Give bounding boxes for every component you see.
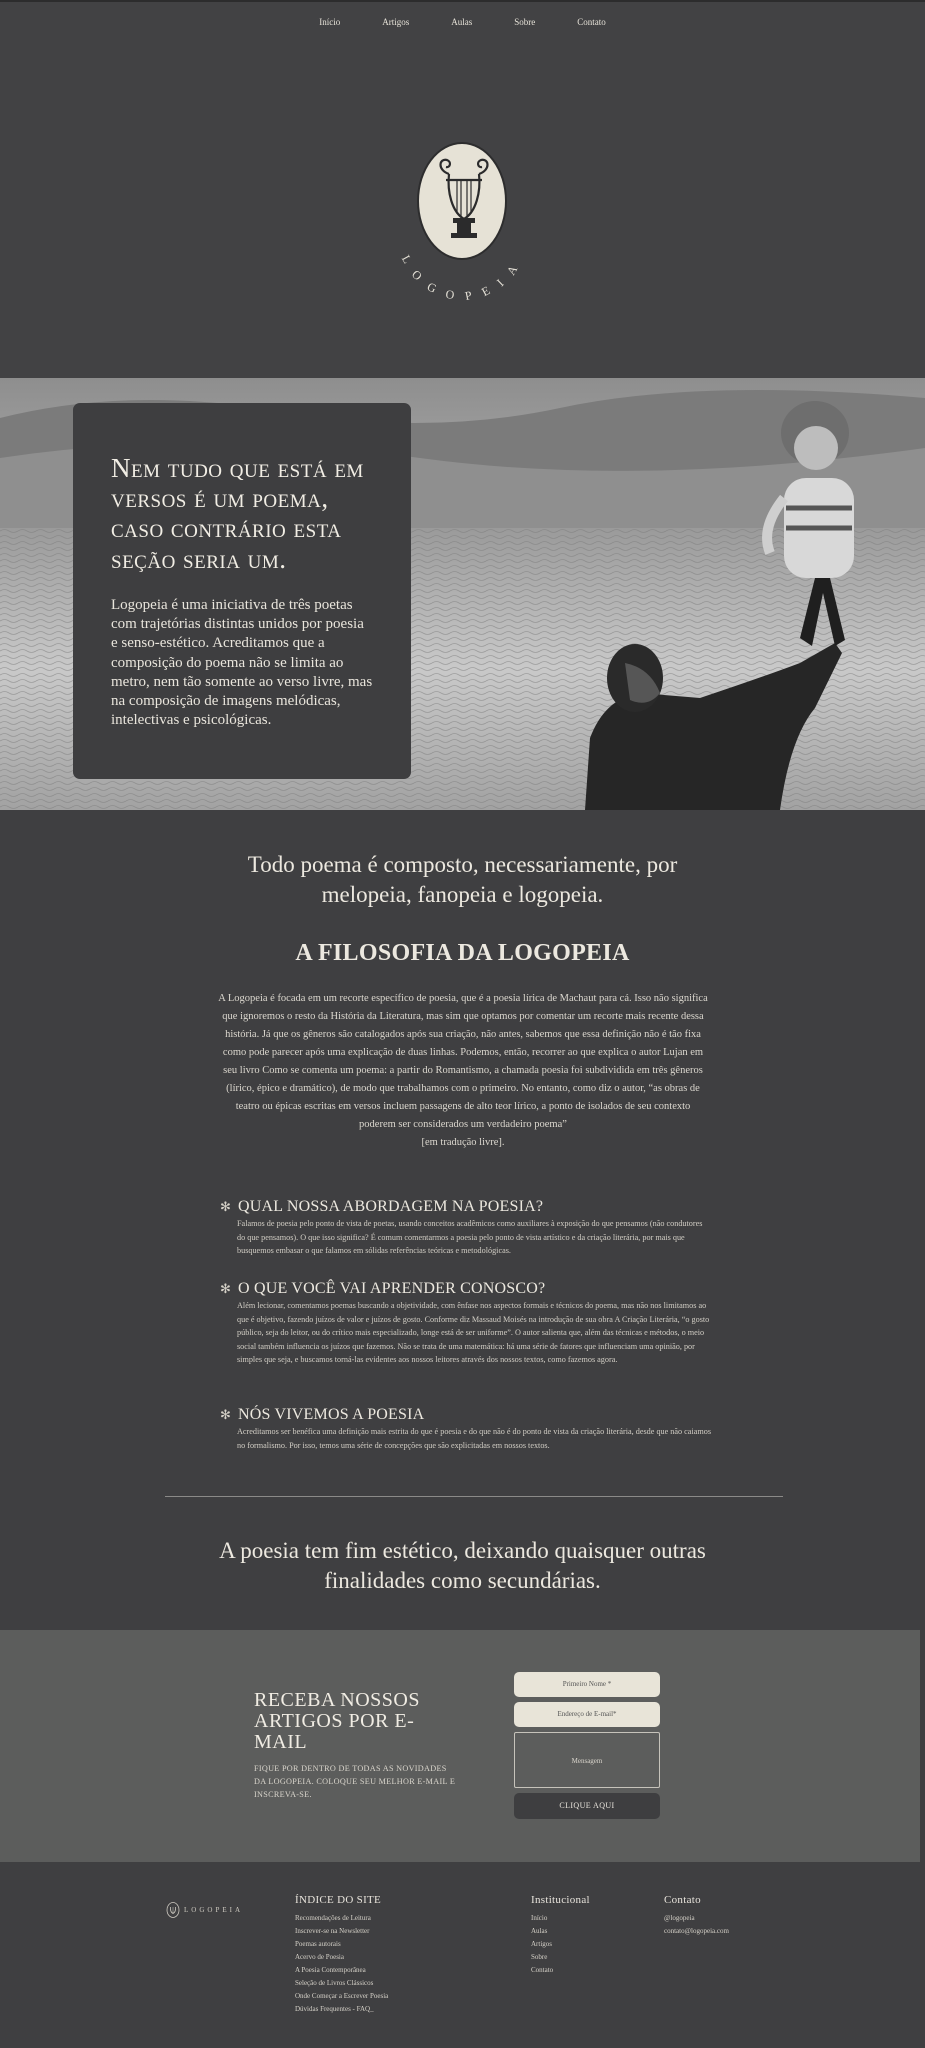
footer-link[interactable]: Inscrever-se na Newsletter xyxy=(295,1926,370,1935)
site-footer xyxy=(0,1862,925,2048)
section-title: A FILOSOFIA DA LOGOPEIA xyxy=(295,940,630,966)
faq-question: QUAL NOSSA ABORDAGEM NA POESIA? xyxy=(238,1198,544,1215)
footer-link[interactable]: Artigos xyxy=(531,1939,552,1948)
faq-answer: Além lecionar, comentamos poemas buscando a objetividade, com ênfase nos aspectos formais e técnicos do poema, mas não nos limitamos ao que é objetivo, fazendo juízos de valor e juízos de gosto. Conforme diz Massaud Moisés na introdução de sua obra A Criação Literária, “o gosto público, seja do leitor, ou do crítico mais especializado, longe está de ser uniforme”. O autor salienta que, além das técnicas e métodos, o meio social também influencia os juízos que fazemos. Não se trata de uma matemática: há uma série de fatores que influenciam uma opinião, por simples que seja, e buscamos torná-las evidentes aos nossos leitores através dos nossos textos, como fazemos agora. xyxy=(237,1301,710,1365)
footer-link[interactable]: @logopeia xyxy=(664,1914,695,1922)
faq-question: NÓS VIVEMOS A POESIA xyxy=(238,1406,425,1423)
nav-item-inicio[interactable]: Início xyxy=(319,17,341,27)
subscribe-button[interactable]: CLIQUE AQUI xyxy=(514,1793,660,1819)
footer-institutional-column xyxy=(531,1894,590,1977)
footer-link[interactable]: Dúvidas Frequentes - FAQ_ xyxy=(295,2004,374,2013)
nav-item-artigos[interactable]: Artigos xyxy=(382,17,410,27)
nav-item-aulas[interactable]: Aulas xyxy=(451,17,473,27)
site-logo[interactable] xyxy=(390,140,535,300)
newsletter-title: RECEBA NOSSOS ARTIGOS POR E-MAIL xyxy=(254,1689,420,1753)
message-field[interactable]: Mensagem xyxy=(514,1732,660,1788)
faq-answer: Falamos de poesia pelo ponto de vista de poetas, usando conceitos acadêmicos como auxiliares à exposição do que pensamos (não condutores do que pensamos). O que isso significa? É comum comentarmos a poesia pelo ponto de vista artístico e da criação literária, por mais que busquemos embasar o que falamos em sólidas referências teóricas e metodológicas. xyxy=(237,1219,703,1256)
philosophy-body: A Logopeia é focada em um recorte específico de poesia, que é a poesia lírica de Machaut para cá. Isso não significa que ignoremos o resto da História da Literatura, mas sim que optamos por comentar um recorte mais recente dessa história. Já que os gêneros são catalogados após sua criação, não antes, sabemos que essa definição não é tão fixa como pode parecer após uma explicação de duas linhas. Podemos, então, recorrer ao que explica o autor Lujan em seu livro Como se comenta um poema: a partir do Romantismo, a chamada poesia foi subdividida em três gêneros (lírico, épico e dramático), de modo que trabalhamos com o primeiro. No entanto, como diz o autor, “as obras de teatro ou épicas escritas em versos incluem passagens de alto teor lírico, a ponto de isolados de seu contexto poderem ser considerados um verdadeiro poema” xyxy=(218,993,708,1131)
footer-link[interactable]: Seleção de Livros Clássicos xyxy=(295,1978,374,1987)
newsletter-subtitle: FIQUE POR DENTRO DE TODAS AS NOVIDADES DA LOGOPEIA. COLOQUE SEU MELHOR E-MAIL E INSCREVA-SE. xyxy=(254,1764,456,1800)
footer-contact-title: Contato xyxy=(664,1894,701,1906)
footer-logo[interactable] xyxy=(166,1902,243,1918)
footer-link[interactable]: Onde Começar a Escrever Poesia xyxy=(295,1991,389,2000)
footer-index-column xyxy=(295,1894,388,2016)
footer-link[interactable]: contato@logopeia.com xyxy=(664,1926,729,1935)
footer-index-title: ÍNDICE DO SITE xyxy=(295,1894,382,1906)
lyre-icon xyxy=(166,1902,180,1918)
asterisk-icon: ✻ xyxy=(220,1407,231,1423)
footer-link[interactable]: Recomendações de Leitura xyxy=(295,1914,371,1922)
footer-institutional-title: Institucional xyxy=(531,1894,590,1906)
footer-contact-column xyxy=(664,1894,729,1938)
philosophy-note: [em tradução livre]. xyxy=(421,1137,505,1149)
philosophy-text xyxy=(218,990,708,1152)
footer-link[interactable]: Início xyxy=(531,1914,548,1922)
email-field[interactable]: Endereço de E-mail* xyxy=(514,1702,660,1727)
asterisk-icon: ✻ xyxy=(220,1199,231,1215)
footer-link[interactable]: A Poesia Contemporânea xyxy=(295,1965,366,1974)
faq-item xyxy=(220,1198,712,1258)
nav-item-sobre[interactable]: Sobre xyxy=(514,17,536,27)
asterisk-icon: ✻ xyxy=(220,1281,231,1297)
logo-wordmark xyxy=(390,140,535,300)
footer-link[interactable]: Aulas xyxy=(531,1926,548,1935)
faq-answer: Acreditamos ser benéfica uma definição mais estrita do que é poesia e do que não é do ponto de vista da criação literária, desde que não caiamos no formalismo. Por isso, temos uma série de concepções que são explicitadas em nossos textos. xyxy=(237,1427,712,1450)
footer-link[interactable]: Sobre xyxy=(531,1952,548,1961)
tagline-top xyxy=(0,850,925,910)
section-divider xyxy=(165,1496,783,1497)
footer-link[interactable]: Poemas autorais xyxy=(295,1939,341,1948)
footer-link[interactable]: Contato xyxy=(531,1965,554,1974)
nav-item-contato[interactable]: Contato xyxy=(577,17,606,27)
tagline-bottom-text: A poesia tem fim estético, deixando quaisquer outras finalidades como secundárias. xyxy=(219,1538,706,1593)
svg-text:LOGOPEIA xyxy=(399,253,526,300)
first-name-field[interactable]: Primeiro Nome * xyxy=(514,1672,660,1697)
faq-item xyxy=(220,1406,712,1452)
hero-card-title: Nem tudo que está em versos é um poema, caso contrário esta seção seria um. xyxy=(111,453,364,574)
footer-logo-text: LOGOPEIA xyxy=(184,1906,243,1914)
hero-card xyxy=(73,403,411,779)
faq-item xyxy=(220,1280,712,1367)
tagline-top-text: Todo poema é composto, necessariamente, por melopeia, fanopeia e logopeia. xyxy=(247,852,678,907)
hero-card-body: Logopeia é uma iniciativa de três poetas com trajetórias distintas unidos por poesia e senso-estético. Acreditamos que a composição do poema não se limita ao metro, nem tão somente ao verso livre, mas na composição de imagens melódicas, intelectivas e psicológicas. xyxy=(111,596,373,729)
tagline-bottom xyxy=(0,1536,925,1596)
footer-link[interactable]: Acervo de Poesia xyxy=(295,1952,344,1961)
logo-text: LOGOPEIA xyxy=(398,252,527,300)
top-nav xyxy=(0,0,925,40)
newsletter-section xyxy=(0,1630,920,1862)
faq-question: O QUE VOCÊ VAI APRENDER CONOSCO? xyxy=(238,1280,546,1297)
